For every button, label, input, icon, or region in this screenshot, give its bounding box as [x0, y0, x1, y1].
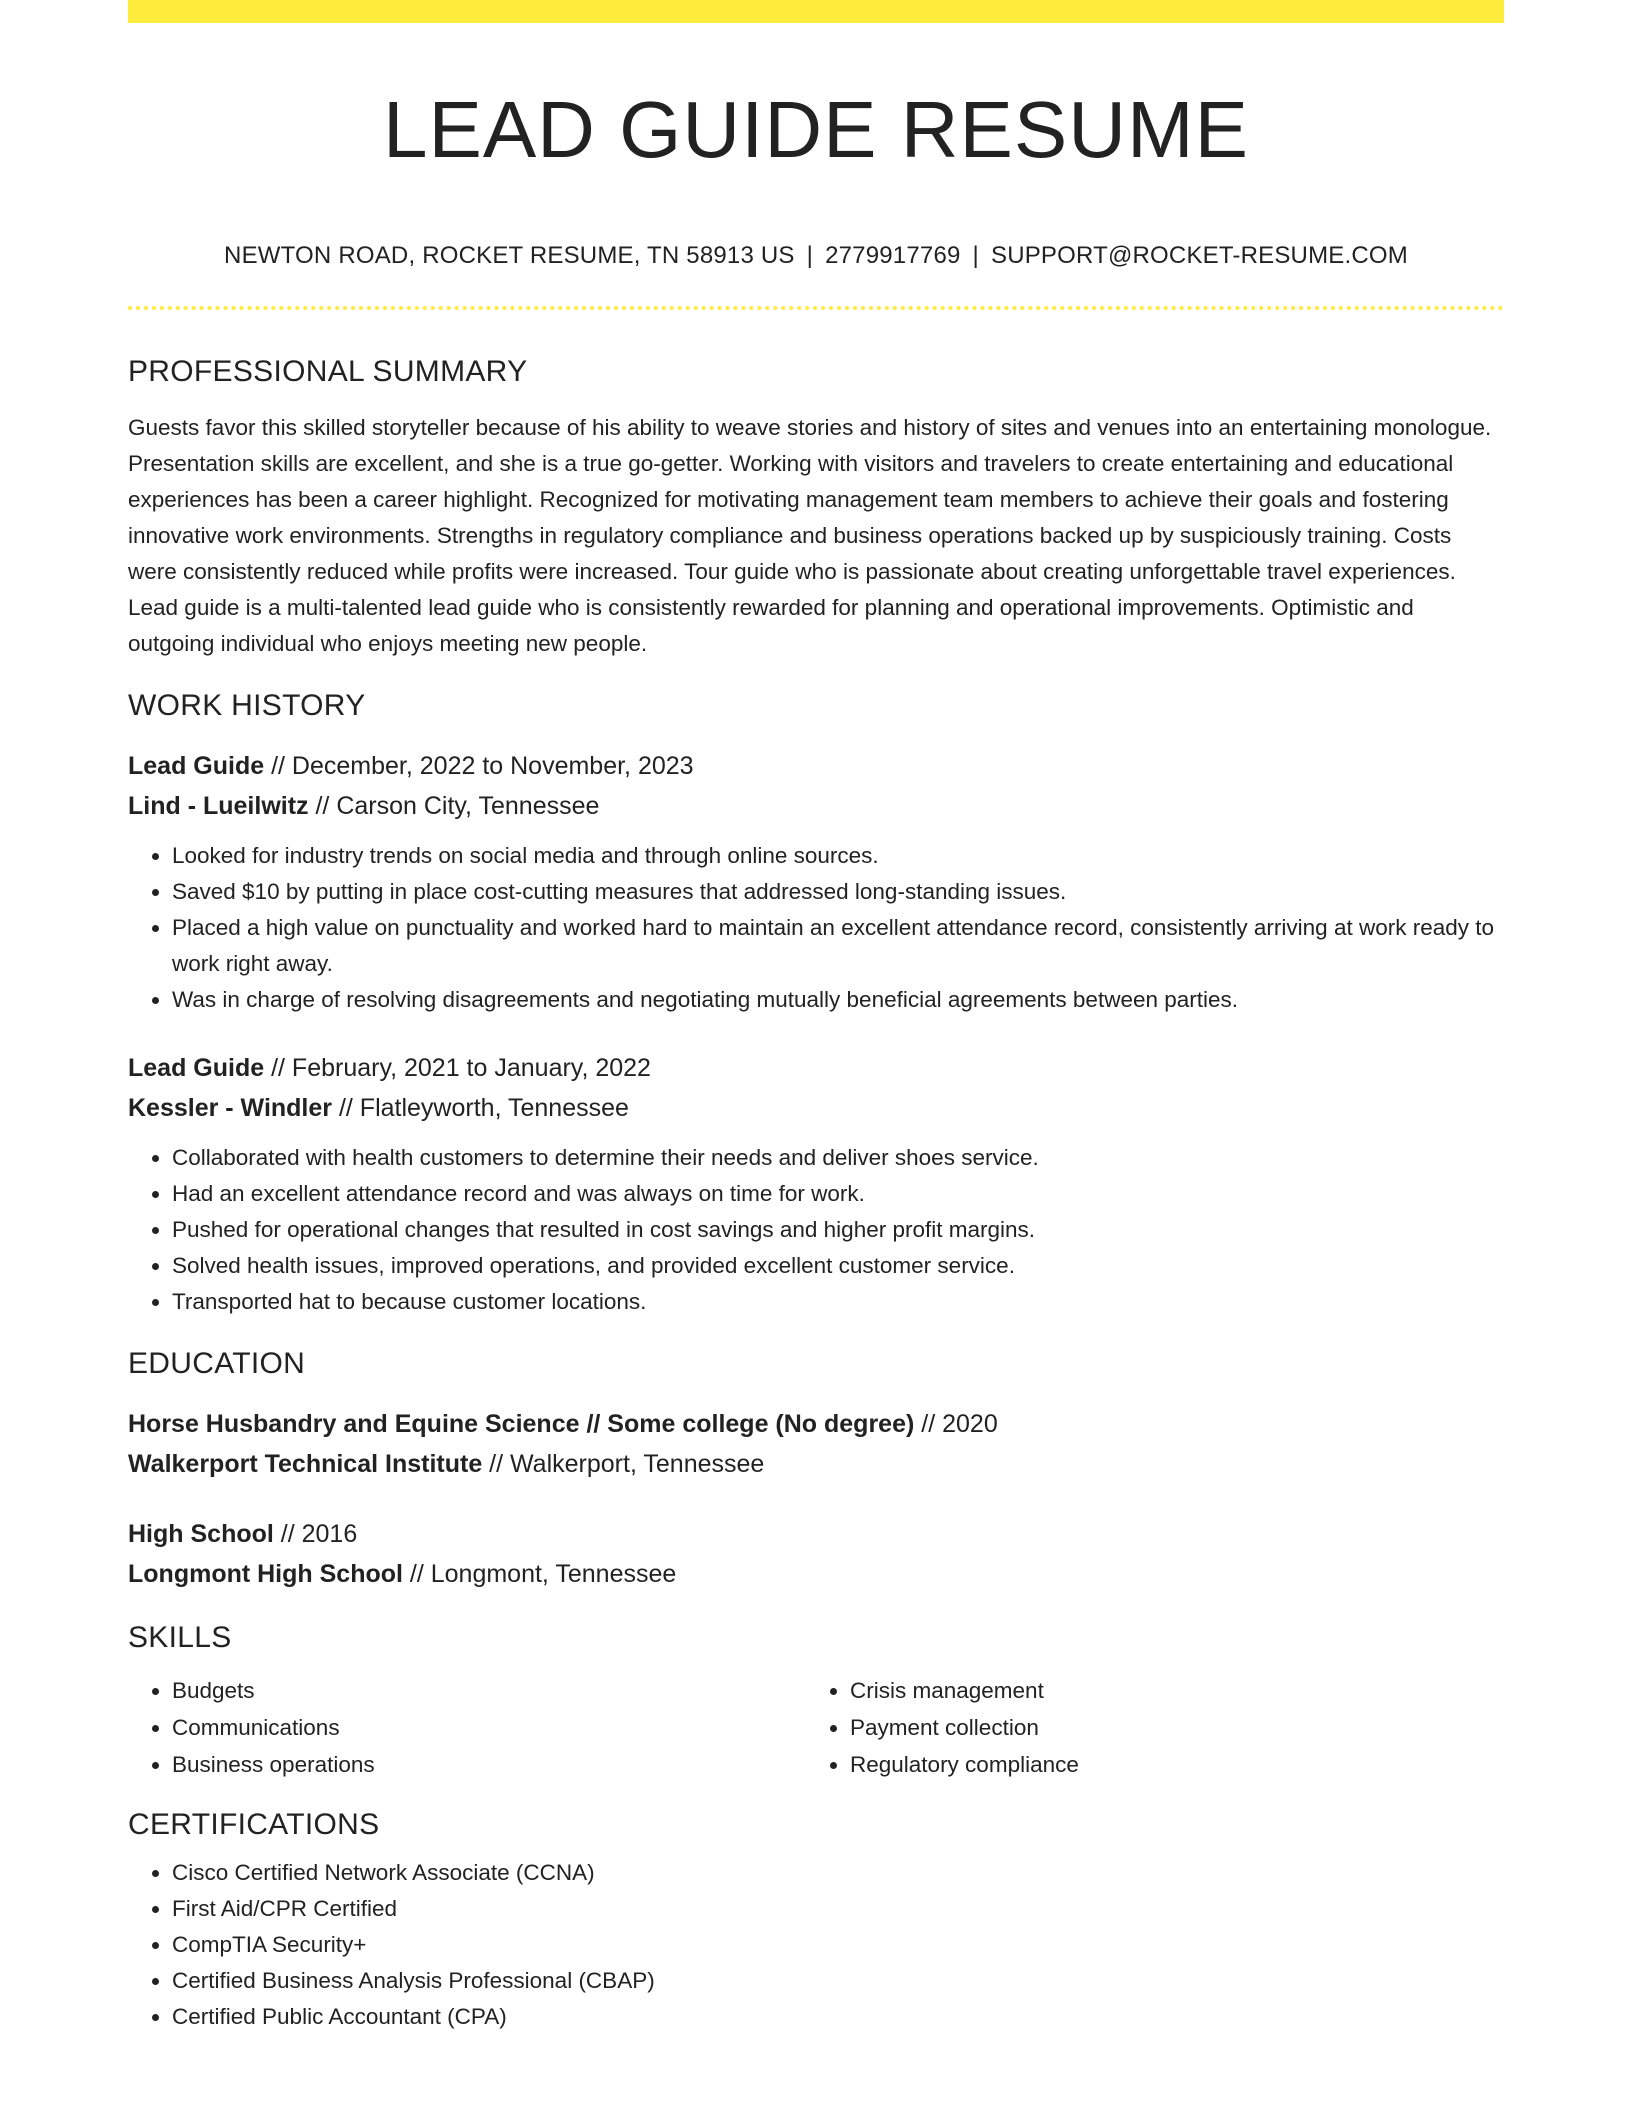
job-bullets — [128, 838, 1504, 1018]
job-dates: // February, 2021 to January, 2022 — [264, 1054, 651, 1082]
list-item: • Cisco Certified Network Associate (CCNA) — [172, 1855, 1504, 1891]
list-item: • Certified Public Accountant (CPA) — [172, 1999, 1504, 2035]
job-entry — [128, 746, 1504, 1018]
job-entry — [128, 1048, 1504, 1320]
section-title-work-history: WORK HISTORY — [128, 689, 366, 722]
section-title-certifications: CERTIFICATIONS — [128, 1808, 380, 1841]
education-entry — [128, 1514, 1504, 1594]
list-item: • Certified Business Analysis Professional (CBAP) — [172, 1963, 1504, 1999]
job-role: Lead Guide — [128, 752, 265, 780]
job-role: Lead Guide — [128, 1054, 265, 1082]
list-item: • Communications — [172, 1709, 806, 1746]
list-item: • Solved health issues, improved operations, and provided excellent customer service. — [172, 1248, 1504, 1284]
skills-column-left — [128, 1672, 806, 1783]
education-year: // 2020 — [914, 1410, 998, 1438]
certifications-list — [128, 1855, 1504, 2035]
list-item: • Transported hat to because customer locations. — [172, 1284, 1504, 1320]
job-location: // Carson City, Tennessee — [308, 792, 600, 820]
resume-title: LEAD GUIDE RESUME — [382, 85, 1250, 174]
summary-text: Guests favor this skilled storyteller because of his ability to weave stories and history of sites and venues into an entertaining monologue. Presentation skills are excellent, and she is a true go-getter. Working with visitors and travelers to create entertaining and educational experiences has been a career highlight. Recognized for motivating management team members to achieve their goals and fostering innovative work environments. Strengths in regulatory compliance and business operations backed up by suspiciously training. Costs were consistently reduced while profits were increased. Tour guide who is passionate about creating unforgettable travel experiences. Lead guide is a multi-talented lead guide who is consistently rewarded for planning and operational improvements. Optimistic and outgoing individual who enjoys meeting new people. — [128, 415, 1492, 656]
list-item: • Placed a high value on punctuality and worked hard to maintain an excellent attendance record, consistently arriving at work ready to work right away. — [172, 910, 1504, 982]
education-school: Longmont High School — [128, 1560, 403, 1588]
education-entry — [128, 1404, 1504, 1484]
education-year: // 2016 — [273, 1520, 358, 1548]
section-title-summary: PROFESSIONAL SUMMARY — [128, 355, 528, 388]
job-company: Lind - Lueilwitz — [128, 792, 309, 820]
job-role-line — [128, 1048, 1504, 1088]
contact-line — [128, 241, 1504, 271]
skills-column-right — [806, 1672, 1484, 1783]
list-item: • Had an excellent attendance record and was always on time for work. — [172, 1176, 1504, 1212]
list-item: • Payment collection — [850, 1709, 1484, 1746]
education-degree-line — [128, 1514, 1504, 1554]
education-degree: Horse Husbandry and Equine Science // Some college (No degree) — [128, 1410, 915, 1438]
education-location: // Walkerport, Tennessee — [482, 1450, 765, 1478]
list-item: • Was in charge of resolving disagreements and negotiating mutually beneficial agreements between parties. — [172, 982, 1504, 1018]
dotted-divider — [128, 306, 1504, 310]
job-company-line — [128, 1088, 1504, 1128]
education-location: // Longmont, Tennessee — [402, 1560, 677, 1588]
list-item: • Regulatory compliance — [850, 1746, 1484, 1783]
job-company: Kessler - Windler — [128, 1094, 333, 1122]
list-item: • CompTIA Security+ — [172, 1927, 1504, 1963]
list-item: • Business operations — [172, 1746, 806, 1783]
list-item: • Crisis management — [850, 1672, 1484, 1709]
address: NEWTON ROAD, ROCKET RESUME, TN 58913 US — [224, 242, 795, 269]
education-degree: High School — [128, 1520, 274, 1548]
job-company-line — [128, 786, 1504, 826]
list-item: • Looked for industry trends on social media and through online sources. — [172, 838, 1504, 874]
separator: | — [806, 242, 814, 269]
list-item: • Pushed for operational changes that resulted in cost savings and higher profit margins. — [172, 1212, 1504, 1248]
list-item: • Budgets — [172, 1672, 806, 1709]
email: SUPPORT@ROCKET-RESUME.COM — [990, 242, 1408, 269]
phone: 2779917769 — [825, 242, 961, 269]
list-item: • First Aid/CPR Certified — [172, 1891, 1504, 1927]
job-dates: // December, 2022 to November, 2023 — [264, 752, 694, 780]
list-item: • Saved $10 by putting in place cost-cutting measures that addressed long-standing issues. — [172, 874, 1504, 910]
separator: | — [972, 242, 979, 269]
section-title-education: EDUCATION — [128, 1347, 306, 1380]
job-location: // Flatleyworth, Tennessee — [332, 1094, 629, 1122]
education-school-line — [128, 1444, 1504, 1484]
list-item: • Collaborated with health customers to determine their needs and deliver shoes service. — [172, 1140, 1504, 1176]
education-school: Walkerport Technical Institute — [128, 1450, 483, 1478]
job-bullets — [128, 1140, 1504, 1320]
resume-page — [128, 0, 1504, 2035]
job-role-line — [128, 746, 1504, 786]
top-accent-bar — [128, 0, 1504, 23]
education-degree-line — [128, 1404, 1504, 1444]
skills-list — [128, 1672, 1504, 1783]
section-title-skills: SKILLS — [128, 1621, 232, 1654]
education-school-line — [128, 1554, 1504, 1594]
